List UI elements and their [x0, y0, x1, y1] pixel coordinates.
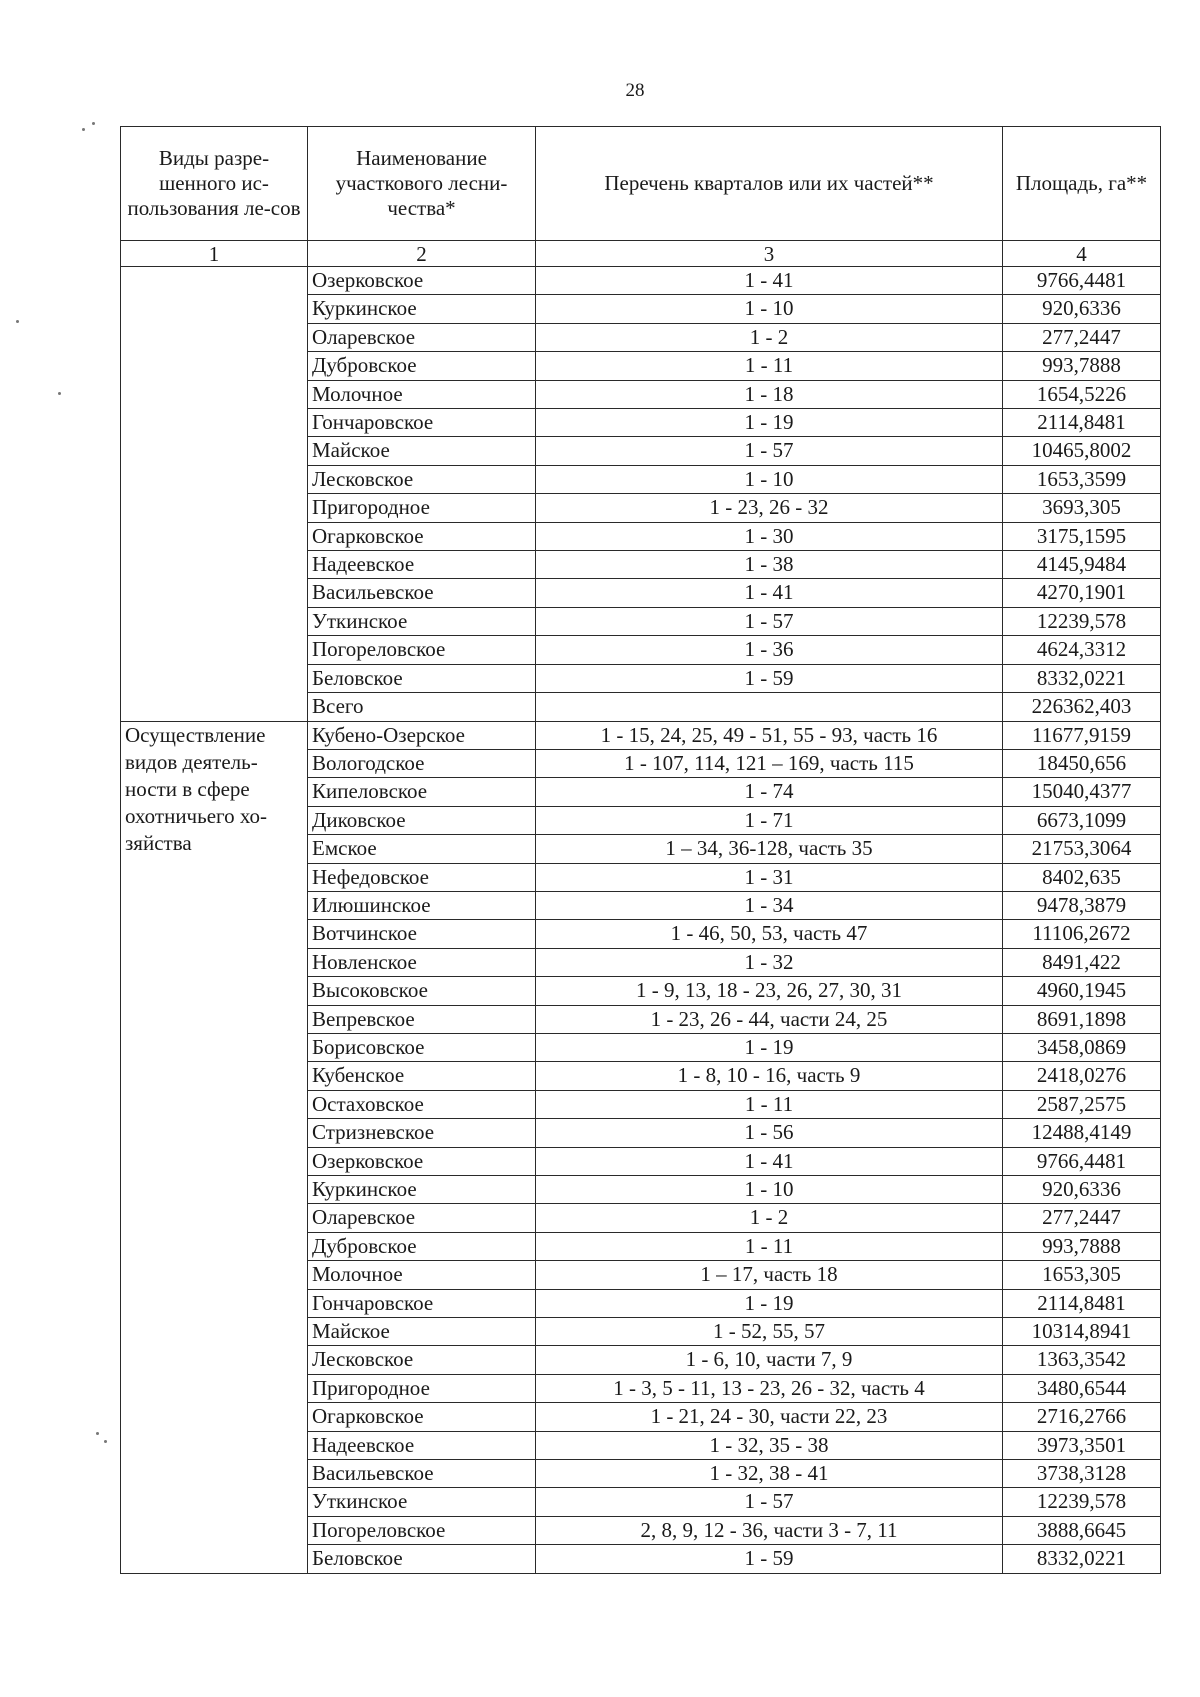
forestry-name-cell: Гончаровское	[308, 409, 536, 437]
forestry-name-cell: Вепревское	[308, 1005, 536, 1033]
area-cell: 4270,1901	[1003, 579, 1161, 607]
quarters-cell: 1 - 41	[536, 1147, 1003, 1175]
forestry-name-cell: Погореловское	[308, 1516, 536, 1544]
column-number: 3	[536, 241, 1003, 267]
area-cell: 993,7888	[1003, 1232, 1161, 1260]
area-cell: 3738,3128	[1003, 1460, 1161, 1488]
forestry-name-cell: Беловское	[308, 1545, 536, 1573]
forestry-name-cell: Оларевское	[308, 323, 536, 351]
quarters-cell: 1 - 10	[536, 1176, 1003, 1204]
quarters-cell: 1 - 30	[536, 522, 1003, 550]
quarters-cell: 1 - 8, 10 - 16, часть 9	[536, 1062, 1003, 1090]
quarters-cell: 1 - 3, 5 - 11, 13 - 23, 26 - 32, часть 4	[536, 1374, 1003, 1402]
forestry-name-cell: Дубровское	[308, 352, 536, 380]
scan-speck	[82, 128, 85, 131]
forestry-name-cell: Всего	[308, 693, 536, 721]
forestry-name-cell: Борисовское	[308, 1033, 536, 1061]
forestry-name-cell: Молочное	[308, 1261, 536, 1289]
area-cell: 3480,6544	[1003, 1374, 1161, 1402]
area-cell: 1363,3542	[1003, 1346, 1161, 1374]
forestry-name-cell: Надеевское	[308, 1431, 536, 1459]
forestry-name-cell: Погореловское	[308, 636, 536, 664]
quarters-cell: 1 - 57	[536, 607, 1003, 635]
quarters-cell: 1 - 19	[536, 1033, 1003, 1061]
forestry-name-cell: Куркинское	[308, 1176, 536, 1204]
quarters-cell: 1 - 23, 26 - 32	[536, 494, 1003, 522]
usage-type-cell	[121, 267, 308, 722]
forestry-name-cell: Нефедовское	[308, 863, 536, 891]
area-cell: 920,6336	[1003, 295, 1161, 323]
area-cell: 8332,0221	[1003, 1545, 1161, 1573]
area-cell: 993,7888	[1003, 352, 1161, 380]
quarters-cell: 1 - 19	[536, 1289, 1003, 1317]
quarters-cell: 1 - 59	[536, 1545, 1003, 1573]
forestry-name-cell: Надеевское	[308, 551, 536, 579]
forestry-name-cell: Кубено-Озерское	[308, 721, 536, 749]
forestry-name-cell: Васильевское	[308, 579, 536, 607]
quarters-cell: 1 - 57	[536, 437, 1003, 465]
area-cell: 8691,1898	[1003, 1005, 1161, 1033]
forestry-name-cell: Озерковское	[308, 1147, 536, 1175]
forestry-name-cell: Новленское	[308, 948, 536, 976]
forestry-name-cell: Васильевское	[308, 1460, 536, 1488]
area-cell: 3888,6645	[1003, 1516, 1161, 1544]
area-cell: 226362,403	[1003, 693, 1161, 721]
quarters-cell: 1 - 32	[536, 948, 1003, 976]
forestry-name-cell: Лесковское	[308, 1346, 536, 1374]
area-cell: 9478,3879	[1003, 891, 1161, 919]
forestry-name-cell: Пригородное	[308, 494, 536, 522]
area-cell: 4145,9484	[1003, 551, 1161, 579]
area-cell: 10314,8941	[1003, 1318, 1161, 1346]
table-row	[121, 267, 1161, 295]
area-cell: 1654,5226	[1003, 380, 1161, 408]
area-cell: 2114,8481	[1003, 1289, 1161, 1317]
scan-speck	[96, 1432, 99, 1435]
area-cell: 21753,3064	[1003, 835, 1161, 863]
scan-speck	[58, 392, 61, 395]
area-cell: 2587,2575	[1003, 1090, 1161, 1118]
quarters-cell: 1 - 10	[536, 295, 1003, 323]
quarters-cell: 1 - 74	[536, 778, 1003, 806]
scan-speck	[92, 122, 95, 125]
quarters-cell: 1 - 107, 114, 121 – 169, часть 115	[536, 749, 1003, 777]
quarters-cell: 1 - 11	[536, 1090, 1003, 1118]
scan-speck	[104, 1440, 107, 1443]
quarters-cell: 1 – 34, 36-128, часть 35	[536, 835, 1003, 863]
quarters-cell: 1 - 32, 38 - 41	[536, 1460, 1003, 1488]
quarters-cell: 1 - 18	[536, 380, 1003, 408]
forestry-name-cell: Гончаровское	[308, 1289, 536, 1317]
page-number: 28	[625, 80, 645, 101]
forestry-name-cell: Вотчинское	[308, 920, 536, 948]
quarters-cell: 1 - 6, 10, части 7, 9	[536, 1346, 1003, 1374]
area-cell: 11106,2672	[1003, 920, 1161, 948]
quarters-cell: 1 - 11	[536, 1232, 1003, 1260]
area-cell: 11677,9159	[1003, 721, 1161, 749]
forestry-name-cell: Майское	[308, 437, 536, 465]
quarters-cell: 1 - 38	[536, 551, 1003, 579]
quarters-cell: 1 - 52, 55, 57	[536, 1318, 1003, 1346]
forestry-name-cell: Куркинское	[308, 295, 536, 323]
forestry-name-cell: Стризневское	[308, 1119, 536, 1147]
area-cell: 8491,422	[1003, 948, 1161, 976]
forestry-name-cell: Кипеловское	[308, 778, 536, 806]
forestry-name-cell: Вологодское	[308, 749, 536, 777]
area-cell: 3693,305	[1003, 494, 1161, 522]
forestry-name-cell: Озерковское	[308, 267, 536, 295]
quarters-cell: 1 - 57	[536, 1488, 1003, 1516]
area-cell: 18450,656	[1003, 749, 1161, 777]
quarters-cell: 1 - 32, 35 - 38	[536, 1431, 1003, 1459]
column-number: 2	[308, 241, 536, 267]
usage-type-cell: Осуществление видов деятель-ности в сфере охотничьего хо-зяйства	[121, 721, 308, 1573]
area-cell: 12488,4149	[1003, 1119, 1161, 1147]
forest-areas-table	[120, 126, 1161, 1574]
area-cell: 3973,3501	[1003, 1431, 1161, 1459]
forestry-name-cell: Дубровское	[308, 1232, 536, 1260]
area-cell: 10465,8002	[1003, 437, 1161, 465]
forestry-name-cell: Емское	[308, 835, 536, 863]
quarters-cell: 1 - 2	[536, 1204, 1003, 1232]
area-cell: 2418,0276	[1003, 1062, 1161, 1090]
area-cell: 3458,0869	[1003, 1033, 1161, 1061]
forestry-name-cell: Молочное	[308, 380, 536, 408]
quarters-cell: 1 - 34	[536, 891, 1003, 919]
quarters-cell: 1 - 11	[536, 352, 1003, 380]
forestry-name-cell: Пригородное	[308, 1374, 536, 1402]
header-area: Площадь, га**	[1003, 127, 1161, 241]
forestry-name-cell: Уткинское	[308, 1488, 536, 1516]
area-cell: 9766,4481	[1003, 1147, 1161, 1175]
column-numbers-row	[121, 241, 1161, 267]
quarters-cell: 1 - 56	[536, 1119, 1003, 1147]
quarters-cell	[536, 693, 1003, 721]
quarters-cell: 1 - 41	[536, 579, 1003, 607]
table-body	[121, 267, 1161, 1574]
forestry-name-cell: Лесковское	[308, 465, 536, 493]
area-cell: 2114,8481	[1003, 409, 1161, 437]
quarters-cell: 1 - 36	[536, 636, 1003, 664]
quarters-cell: 1 - 59	[536, 664, 1003, 692]
forestry-name-cell: Илюшинское	[308, 891, 536, 919]
area-cell: 1653,305	[1003, 1261, 1161, 1289]
header-quarters-list: Перечень кварталов или их частей**	[536, 127, 1003, 241]
area-cell: 9766,4481	[1003, 267, 1161, 295]
area-cell: 277,2447	[1003, 1204, 1161, 1232]
quarters-cell: 1 – 17, часть 18	[536, 1261, 1003, 1289]
area-cell: 1653,3599	[1003, 465, 1161, 493]
forestry-name-cell: Огарковское	[308, 522, 536, 550]
header-usage-type: Виды разре-шенного ис-пользования ле-сов	[121, 127, 308, 241]
area-cell: 920,6336	[1003, 1176, 1161, 1204]
quarters-cell: 1 - 46, 50, 53, часть 47	[536, 920, 1003, 948]
table-header-row	[121, 127, 1161, 241]
quarters-cell: 1 - 15, 24, 25, 49 - 51, 55 - 93, часть 16	[536, 721, 1003, 749]
area-cell: 6673,1099	[1003, 806, 1161, 834]
quarters-cell: 1 - 21, 24 - 30, части 22, 23	[536, 1403, 1003, 1431]
forestry-name-cell: Беловское	[308, 664, 536, 692]
column-number: 4	[1003, 241, 1161, 267]
table-row	[121, 721, 1161, 749]
quarters-cell: 1 - 31	[536, 863, 1003, 891]
quarters-cell: 1 - 9, 13, 18 - 23, 26, 27, 30, 31	[536, 977, 1003, 1005]
forestry-name-cell: Оларевское	[308, 1204, 536, 1232]
quarters-cell: 1 - 19	[536, 409, 1003, 437]
area-cell: 4960,1945	[1003, 977, 1161, 1005]
area-cell: 8402,635	[1003, 863, 1161, 891]
quarters-cell: 2, 8, 9, 12 - 36, части 3 - 7, 11	[536, 1516, 1003, 1544]
area-cell: 8332,0221	[1003, 664, 1161, 692]
forestry-name-cell: Диковское	[308, 806, 536, 834]
quarters-cell: 1 - 71	[536, 806, 1003, 834]
forestry-name-cell: Кубенское	[308, 1062, 536, 1090]
area-cell: 3175,1595	[1003, 522, 1161, 550]
quarters-cell: 1 - 10	[536, 465, 1003, 493]
forestry-name-cell: Уткинское	[308, 607, 536, 635]
area-cell: 4624,3312	[1003, 636, 1161, 664]
area-cell: 12239,578	[1003, 1488, 1161, 1516]
forestry-name-cell: Высоковское	[308, 977, 536, 1005]
quarters-cell: 1 - 2	[536, 323, 1003, 351]
area-cell: 12239,578	[1003, 607, 1161, 635]
area-cell: 277,2447	[1003, 323, 1161, 351]
forestry-name-cell: Огарковское	[308, 1403, 536, 1431]
column-number: 1	[121, 241, 308, 267]
forestry-name-cell: Остаховское	[308, 1090, 536, 1118]
quarters-cell: 1 - 23, 26 - 44, части 24, 25	[536, 1005, 1003, 1033]
header-forestry-name: Наименование участкового лесни-чества*	[308, 127, 536, 241]
scan-speck	[16, 320, 19, 323]
area-cell: 15040,4377	[1003, 778, 1161, 806]
quarters-cell: 1 - 41	[536, 267, 1003, 295]
forestry-name-cell: Майское	[308, 1318, 536, 1346]
area-cell: 2716,2766	[1003, 1403, 1161, 1431]
